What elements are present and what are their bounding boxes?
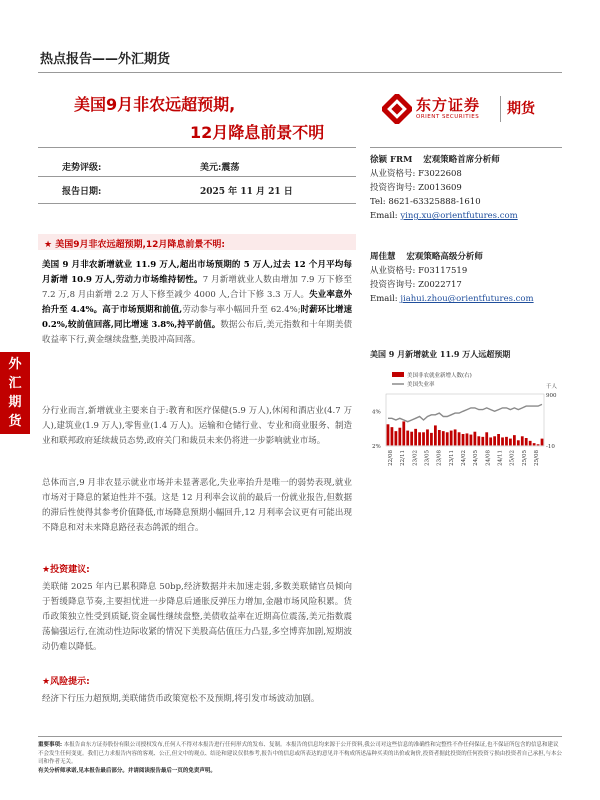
chart-bar bbox=[485, 432, 488, 445]
x-tick-label: 24/05 bbox=[473, 450, 480, 466]
chart-bar bbox=[442, 431, 445, 445]
x-tick-label: 23/02 bbox=[412, 450, 419, 466]
chart-bar bbox=[438, 430, 441, 445]
x-tick-label: 23/05 bbox=[424, 450, 431, 466]
chart-title: 美国 9 月新增就业 11.9 万人远超预期 bbox=[370, 349, 511, 359]
chart-bar bbox=[541, 439, 544, 446]
invest-title-text: 投资建议: bbox=[50, 565, 90, 575]
chart-bar bbox=[473, 432, 476, 446]
summary-paragraph-3: 总体而言,9 月非农显示就业市场并未显著恶化,失业率抬升是唯一的弱势表现,就业市场对于降息的紧迫性并不强。这是 12 月利率会议前的最后一份就业报告,但数据的滞后性使得其参考价值降低,市场降息预期小幅回升,12 月利率会议更有可能出现不降息和对未来降息路径表态鸽派的组合。 bbox=[42, 478, 352, 533]
analyst-email-link[interactable]: jiahui.zhou@orientfutures.com bbox=[400, 294, 534, 304]
date-value: 2025 年 11 月 21 日 bbox=[200, 187, 293, 197]
chart-bar bbox=[513, 435, 516, 445]
invest-paragraph: 美联储 2025 年内已累积降息 50bp,经济数据并未加速走弱,多数美联储官员倾向于暂缓降息节奏,主要担忧进一步降息后通胀反弹压力增加,金融市场风险积累。货币政策独立性受到质疑,资金属性继续盘整,美债收益率在近期高位震荡,美元指数震荡偏强运行,在流动性边际收紧的情况下美股高估值压力凸显,多空博弈加剧,短期波动仍难以降低。 bbox=[42, 582, 352, 652]
right-axis-unit: 千人 bbox=[546, 384, 558, 390]
analyst-card-1 bbox=[370, 153, 562, 223]
chart-bar bbox=[450, 431, 453, 446]
analyst-qual-label: 从业资格号: bbox=[370, 169, 416, 179]
analyst-name: 徐颖 FRM bbox=[370, 155, 413, 165]
footer-text2: 有关分析师承诺,见本报告最后部分。并请阅读报告最后一页的免责声明。 bbox=[38, 767, 216, 774]
plot-frame bbox=[386, 394, 544, 446]
logo-separator bbox=[500, 96, 501, 122]
chart-bar bbox=[426, 429, 429, 445]
footer-divider bbox=[38, 736, 562, 737]
side-tab-char: 期 bbox=[8, 395, 22, 410]
analyst-email-link[interactable]: ying.xu@orientfutures.com bbox=[400, 211, 518, 221]
company-name-cn: 东方证券 bbox=[416, 96, 481, 114]
analyst-card-2 bbox=[370, 250, 562, 306]
analyst-email-label: Email: bbox=[370, 211, 398, 221]
chart-bar bbox=[394, 431, 397, 445]
analyst-name: 周佳慧 bbox=[370, 252, 396, 262]
analyst-qual: F03117519 bbox=[418, 266, 468, 276]
x-tick-label: 25/02 bbox=[509, 450, 516, 466]
chart-bar bbox=[398, 428, 401, 446]
bullet-star-icon: ★ bbox=[42, 565, 51, 575]
analyst-email-label: Email: bbox=[370, 294, 398, 304]
analyst-inv-label: 投资咨询号: bbox=[370, 183, 416, 193]
chart-bar bbox=[529, 441, 532, 446]
chart-bar bbox=[517, 440, 520, 445]
analyst-qual: F3022608 bbox=[418, 169, 462, 179]
chart-bar bbox=[406, 431, 409, 446]
footer-disclaimer bbox=[38, 741, 562, 775]
analyst-tel: Tel: 8621-63325888-1610 bbox=[370, 197, 481, 207]
p1-text1: 7 月新增就业人数由增加 7.9 万下修至 7.2 万,8 月由新增 2.2 万人下修至减少 4000 人,合计下修 3.3 万人。 bbox=[42, 275, 352, 300]
legend-label: 美国失业率 bbox=[407, 382, 435, 388]
footer-text1: 本报告由东方证券股份有限公司授权发布,任何人不得对本报告进行任何形式的发布、复制。本报告的信息均来源于公开资料,我公司对这些信息的准确性和完整性不作任何保证,也不保证所包含的信息和建议不会发生任何变更。我们已力求报告内容的客观、公正,但文中的观点、结论和建议仅供参考,报告中的信息或所表达的意见并不构成所述品种买卖的出价或询价,投资者据此投资的任何投资亏损由投资者自己承担,与本公司和作者无关。 bbox=[38, 742, 563, 765]
chart-bar bbox=[493, 436, 496, 445]
chart-bar bbox=[470, 435, 473, 446]
date-label: 报告日期: bbox=[62, 187, 102, 197]
risk-title-text: 风险提示: bbox=[50, 677, 90, 687]
side-tab-char: 货 bbox=[8, 414, 22, 429]
summary-title-text: 美国9月非农远超预期,12月降息前景不明: bbox=[55, 240, 226, 250]
chart-bar bbox=[501, 437, 504, 445]
x-tick-label: 25/05 bbox=[521, 450, 528, 466]
chart-bar bbox=[387, 424, 390, 445]
right-tick-label: 900 bbox=[546, 393, 557, 399]
report-title-line2: 12月降息前景不明 bbox=[190, 123, 325, 142]
legend-label: 美国非农就业新增人数(右) bbox=[407, 373, 472, 379]
rating-label: 走势评级: bbox=[62, 163, 102, 173]
chart-bar bbox=[430, 433, 433, 446]
left-tick-label: 2% bbox=[372, 444, 381, 450]
right-tick-label: -10 bbox=[546, 444, 555, 450]
summary-paragraph-1 bbox=[42, 258, 352, 348]
chart-bar bbox=[391, 427, 394, 445]
x-tick-label: 24/08 bbox=[485, 450, 492, 466]
left-tick-label: 4% bbox=[372, 409, 381, 416]
analyst-qual-label: 从业资格号: bbox=[370, 266, 416, 276]
orient-logo-icon bbox=[382, 94, 412, 124]
side-category-tab bbox=[0, 352, 30, 434]
chart-bar bbox=[410, 432, 413, 446]
risk-paragraph: 经济下行压力超预期,美联储货币政策宽松不及预期,将引发市场波动加剧。 bbox=[42, 694, 320, 704]
x-tick-label: 22/11 bbox=[400, 450, 407, 466]
meta-divider-2 bbox=[38, 203, 356, 204]
report-category-label: 热点报告——外汇期货 bbox=[40, 52, 171, 67]
chart-bar bbox=[458, 432, 461, 445]
bullet-star-icon: ★ bbox=[42, 677, 51, 687]
chart-bar bbox=[477, 436, 480, 445]
chart-bar bbox=[533, 443, 536, 445]
analyst-inv: Z0013609 bbox=[418, 183, 462, 193]
rating-value: 美元:震荡 bbox=[200, 163, 240, 173]
logo-divider bbox=[370, 147, 562, 148]
side-tab-char: 外 bbox=[8, 357, 22, 372]
summary-title bbox=[44, 237, 225, 250]
x-tick-label: 23/11 bbox=[448, 450, 455, 466]
x-tick-label: 22/08 bbox=[388, 450, 395, 466]
chart bbox=[370, 366, 562, 584]
logo-tag: 期货 bbox=[507, 101, 535, 117]
summary-paragraph-2: 分行业而言,新增就业主要来自于:教育和医疗保健(5.9 万人),休闲和酒店业(4.7 万人),建筑业(1.9 万人),零售业(1.4 万人)。运输和仓储行业、专业和商业服务、制造业和联邦政府延续裁员态势,政府关门和裁员未来仍将进一步影响就业市场。 bbox=[42, 406, 352, 446]
chart-bar bbox=[505, 437, 508, 446]
chart-bar bbox=[497, 434, 500, 445]
legend-swatch-bar bbox=[392, 372, 404, 377]
x-tick-label: 25/08 bbox=[533, 450, 540, 466]
company-name-en: ORIENT SECURITIES bbox=[416, 114, 480, 120]
chart-bar bbox=[462, 434, 465, 445]
chart-bar bbox=[481, 437, 484, 446]
side-tab-char: 汇 bbox=[8, 376, 22, 391]
x-tick-label: 23/08 bbox=[436, 450, 443, 466]
analyst-inv: Z0022717 bbox=[418, 280, 462, 290]
chart-bar bbox=[525, 438, 528, 445]
chart-bar bbox=[489, 437, 492, 445]
x-tick-label: 24/11 bbox=[497, 450, 504, 466]
report-title-line1: 美国9月非农远超预期, bbox=[74, 95, 236, 114]
chart-bar bbox=[466, 433, 469, 445]
header-divider bbox=[38, 72, 562, 73]
chart-bar bbox=[402, 421, 405, 445]
analyst-inv-label: 投资咨询号: bbox=[370, 280, 416, 290]
p1-text2: 劳动参与率小幅回升至 62.4%; bbox=[182, 305, 301, 315]
chart-bar bbox=[434, 425, 437, 445]
p1-bold1: 美国 9 月非农新增就业 11.9 万人,超出市场预期的 5 万人,过去 12 个月平均每月新增 10.9 万人,劳动力市场维持韧性。 bbox=[42, 260, 352, 285]
p1-bold2: 失业率意外抬升至 4.4%。高于市场预期和前值, bbox=[42, 290, 352, 315]
chart-bar bbox=[509, 439, 512, 446]
chart-bar bbox=[537, 444, 540, 445]
bullet-star-icon: ★ bbox=[44, 240, 53, 250]
analyst-role: 宏观策略首席分析师 bbox=[423, 155, 500, 165]
analyst-role: 宏观策略高级分析师 bbox=[406, 252, 483, 262]
x-tick-label: 24/02 bbox=[461, 450, 467, 466]
chart-bar bbox=[454, 429, 457, 445]
chart-line-unemployment bbox=[388, 404, 542, 421]
chart-bar bbox=[446, 432, 449, 445]
p1-bold3: 时薪环比增速 0.2%,较前值回落,同比增速 3.8%,持平前值。 bbox=[42, 305, 352, 330]
company-logo bbox=[382, 92, 562, 126]
footer-label: 重要事项: bbox=[38, 742, 63, 748]
p1-text3: 数据公布后,美元指数和十年期美债收益率下行,黄金继续盘整,美股冲高回落。 bbox=[42, 320, 352, 345]
chart-bar bbox=[521, 436, 524, 445]
chart-bar bbox=[414, 429, 417, 446]
chart-bar bbox=[418, 432, 421, 445]
meta-divider-1 bbox=[38, 176, 356, 177]
title-divider bbox=[38, 147, 356, 148]
invest-title bbox=[42, 562, 90, 575]
risk-title bbox=[42, 674, 90, 687]
chart-bar bbox=[422, 432, 425, 445]
